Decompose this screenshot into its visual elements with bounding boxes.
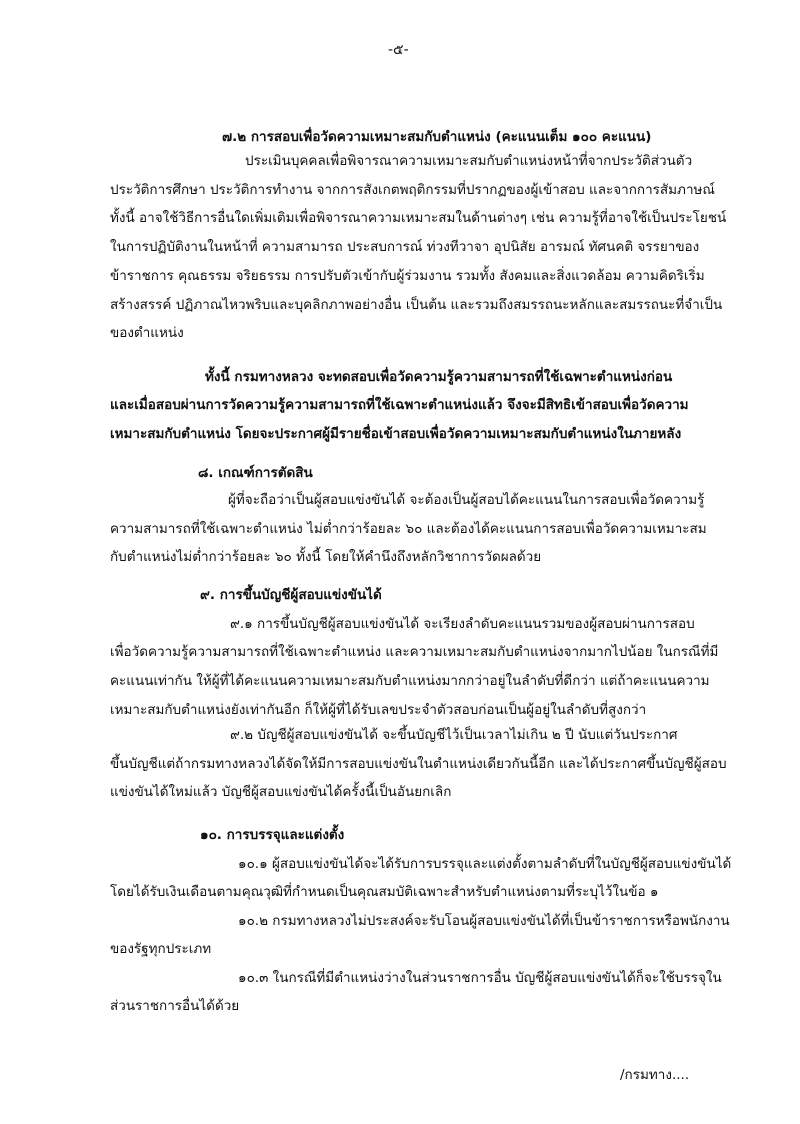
section-8-heading: ๘. เกณฑ์การตัดสิน	[198, 465, 313, 481]
section-8-line: กับตำแหน่งไม่ต่ำกว่าร้อยละ ๖๐ ทั้งนี้ โดยให้คำนึงถึงหลักวิชาการวัดผลด้วย	[110, 549, 542, 565]
section-10-3-line: ๑๐.๓ ในกรณีที่มีตำแหน่งว่างในส่วนราชการอื่น บัญชีผู้สอบแข่งขันได้ก็จะใช้บรรจุใน	[238, 970, 722, 986]
section-9-2-line: ขึ้นบัญชีแต่ถ้ากรมทางหลวงได้จัดให้มีการสอบแข่งขันในตำแหน่งเดียวกันนี้อีก และได้ประกาศขึ้นบัญชีผู้สอบ	[110, 756, 727, 772]
section-9-heading: ๙. การขึ้นบัญชีผู้สอบแข่งขันได้	[200, 587, 382, 603]
continuation-note: /กรมทาง....	[620, 1067, 690, 1083]
section-10-3-line: ส่วนราชการอื่นได้ด้วย	[110, 998, 240, 1014]
section-10-1-line: ๑๐.๑ ผู้สอบแข่งขันได้จะได้รับการบรรจุและแต่งตั้งตามลำดับที่ในบัญชีผู้สอบแข่งขันได้	[238, 856, 732, 872]
section-7-2-line: สร้างสรรค์ ปฏิภาณไหวพริบและบุคลิกภาพอย่างอื่น เป็นต้น และรวมถึงสมรรถนะหลักและสมรรถนะที่จำเป็น	[110, 297, 723, 313]
section-8-line: ความสามารถที่ใช้เฉพาะตำแหน่ง ไม่ต่ำกว่าร้อยละ ๖๐ และต้องได้คะแนนการสอบเพื่อวัดความเหมาะสม	[110, 521, 707, 537]
section-10-1-line: โดยได้รับเงินเดือนตามคุณวุฒิที่กำหนดเป็นคุณสมบัติเฉพาะสำหรับตำแหน่งตามที่ระบุไว้ในข้อ ๑	[110, 884, 659, 900]
section-7-2-line: ในการปฏิบัติงานในหน้าที่ ความสามารถ ประสบการณ์ ท่วงทีวาจา อุปนิสัย อารมณ์ ทัศนคติ จรรยาของ	[110, 239, 700, 255]
page-number: -๕-	[388, 42, 409, 58]
section-9-1-line: เพื่อวัดความรู้ความสามารถที่ใช้เฉพาะตำแหน่ง และความเหมาะสมกับตำแหน่งจากมากไปน้อย ในกรณีที่มี	[110, 644, 719, 660]
section-10-2-line: ของรัฐทุกประเภท	[110, 941, 212, 957]
section-7-2-heading: ๗.๒ การสอบเพื่อวัดความเหมาะสมกับตำแหน่ง (คะแนนเต็ม ๑๐๐ คะแนน)	[222, 129, 652, 145]
section-10-2-line: ๑๐.๒ กรมทางหลวงไม่ประสงค์จะรับโอนผู้สอบแข่งขันได้ที่เป็นข้าราชการหรือพนักงาน	[238, 913, 730, 929]
section-9-2-line: ๙.๒ บัญชีผู้สอบแข่งขันได้ จะขึ้นบัญชีไว้เป็นเวลาไม่เกิน ๒ ปี นับแต่วันประกาศ	[230, 727, 678, 743]
section-7-2-line: ทั้งนี้ อาจใช้วิธีการอื่นใดเพิ่มเติมเพื่อพิจารณาความเหมาะสมในด้านต่างๆ เช่น ความรู้ที่อาจใช้เป็นประโยชน์	[110, 210, 727, 226]
section-7-2-line: ของตำแหน่ง	[110, 325, 184, 341]
notice-line: เหมาะสมกับตำแหน่ง โดยจะประกาศผู้มีรายชื่อเข้าสอบเพื่อวัดความเหมาะสมกับตำแหน่งในภายหลัง	[110, 426, 682, 442]
section-10-heading: ๑๐. การบรรจุและแต่งตั้ง	[200, 827, 345, 843]
section-9-1-line: เหมาะสมกับตำแหน่งยังเท่ากันอีก ก็ให้ผู้ที่ได้รับเลขประจำตัวสอบก่อนเป็นผู้อยู่ในลำดับที่สูงกว่า	[110, 702, 647, 718]
notice-line: และเมื่อสอบผ่านการวัดความรู้ความสามารถที่ใช้เฉพาะตำแหน่งแล้ว จึงจะมีสิทธิเข้าสอบเพื่อวัดความ	[110, 397, 689, 413]
section-7-2-line: ข้าราชการ คุณธรรม จริยธรรม การปรับตัวเข้ากับผู้ร่วมงาน รวมทั้ง สังคมและสิ่งแวดล้อม ความคิดริเริ่ม	[110, 268, 705, 284]
section-9-2-line: แข่งขันได้ใหม่แล้ว บัญชีผู้สอบแข่งขันได้ครั้งนี้เป็นอันยกเลิก	[110, 784, 452, 800]
section-9-1-line: คะแนนเท่ากัน ให้ผู้ที่ได้คะแนนความเหมาะสมกับตำแหน่งมากกว่าอยู่ในลำดับที่ดีกว่า แต่ถ้าคะแนนความ	[110, 673, 710, 689]
section-7-2-line: ประวัติการศึกษา ประวัติการทำงาน จากการสังเกตพฤติกรรมที่ปรากฏของผู้เข้าสอบ และจากการสัมภาษณ์	[110, 182, 715, 198]
section-7-2-line: ประเมินบุคคลเพื่อพิจารณาความเหมาะสมกับตำแหน่งหน้าที่จากประวัติส่วนตัว	[245, 153, 693, 169]
section-8-line: ผู้ที่จะถือว่าเป็นผู้สอบแข่งขันได้ จะต้องเป็นผู้สอบได้คะแนนในการสอบเพื่อวัดความรู้	[228, 492, 705, 508]
notice-line: ทั้งนี้ กรมทางหลวง จะทดสอบเพื่อวัดความรู้ความสามารถที่ใช้เฉพาะตำแหน่งก่อน	[205, 369, 673, 385]
section-9-1-line: ๙.๑ การขึ้นบัญชีผู้สอบแข่งขันได้ จะเรียงลำดับคะแนนรวมของผู้สอบผ่านการสอบ	[230, 616, 695, 632]
